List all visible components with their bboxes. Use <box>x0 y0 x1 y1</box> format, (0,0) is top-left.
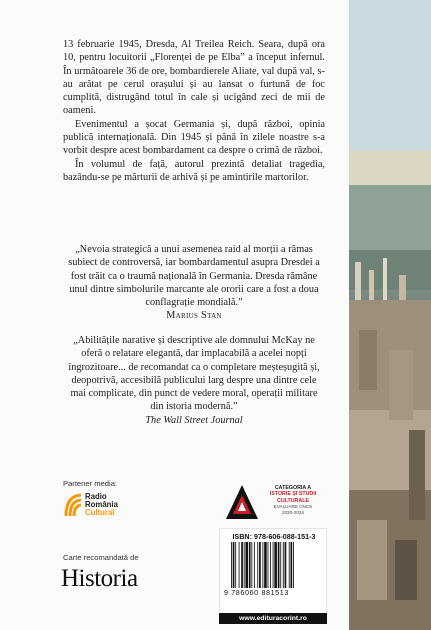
quote-source: The Wall Street Journal <box>145 414 243 426</box>
intro-paragraph-2: Evenimentul a șocat Germania și, după război, opinia publică internațională. Din 1945 și până în zilele noastre s-a vorbit despre acest bombardament ca despre o crimă de război. <box>63 118 325 157</box>
isbn-label: ISBN: 978-606-088-151-3 <box>232 532 316 541</box>
quote-author: Marius Stan <box>166 310 222 322</box>
cover-photo-dresden-ruins <box>349 0 431 630</box>
isbn-barcode-box <box>219 528 327 614</box>
quote-wall-street-journal <box>63 334 325 427</box>
quote-text: „Nevoia strategică a unui asemenea raid al morții a rămas subiect de controversă, iar bombardamentul asupra Dresdei a fost trăit ca o traumă națională în Germania. Dresda rămâne unul dintre simbolurile marcante ale ororii care a fost a doua conflagrație mondială.” <box>68 244 320 309</box>
partner-label: Partener media: <box>63 479 118 488</box>
quote-marius-stan <box>63 243 325 323</box>
category-badge <box>224 483 326 523</box>
category-text: CATEGORIA A ISTORIE ȘI STUDII CULTURALE EVALUARE CNCS 2020-2024 <box>269 485 317 516</box>
radio-logo-text: Radio România Cultural <box>85 492 118 517</box>
quote-text: „Abilitățile narative și descriptive ale domnului McKay ne oferă o relatare elegantă, dar implacabilă a acelei nopți îngrozitoare... de recomandat ca o completare meșteșugită și, deopotrivă, accesibilă publicului larg despre una dintre cele mai complicate, din punct de vedere moral, operații militare din istoria modernă.” <box>68 335 320 413</box>
barcode <box>229 542 321 588</box>
intro-paragraph-1: 13 februarie 1945, Dresda, Al Treilea Reich. Seara, după ora 10, pentru locuitorii „Florenței de pe Elba” a început infernul. În următoarele 36 de ore, bombardierele Aliate, val după val, s-au arătat pe cerul orașului și au lansat o furtună de foc cumplită, distrugând totul în cale și ucigând zeci de mii de oameni. <box>63 39 325 117</box>
barcode-digits: 9 786060 881513 <box>224 588 289 597</box>
dresden-photo-illustration <box>349 0 431 630</box>
radio-wave-icon <box>63 492 83 518</box>
intro-text <box>63 38 325 184</box>
triangle-logo-icon <box>224 483 260 523</box>
radio-romania-cultural-logo <box>63 492 153 518</box>
historia-logo: Historia <box>61 565 138 592</box>
intro-paragraph-3: În volumul de față, autorul prezintă detaliat tragedia, bazându-se pe mărturii de arhivă și pe amintirile martorilor. <box>63 158 325 183</box>
recommended-label: Carte recomandată de <box>63 553 139 562</box>
publisher-website: www.edituracorint.ro <box>219 613 327 624</box>
